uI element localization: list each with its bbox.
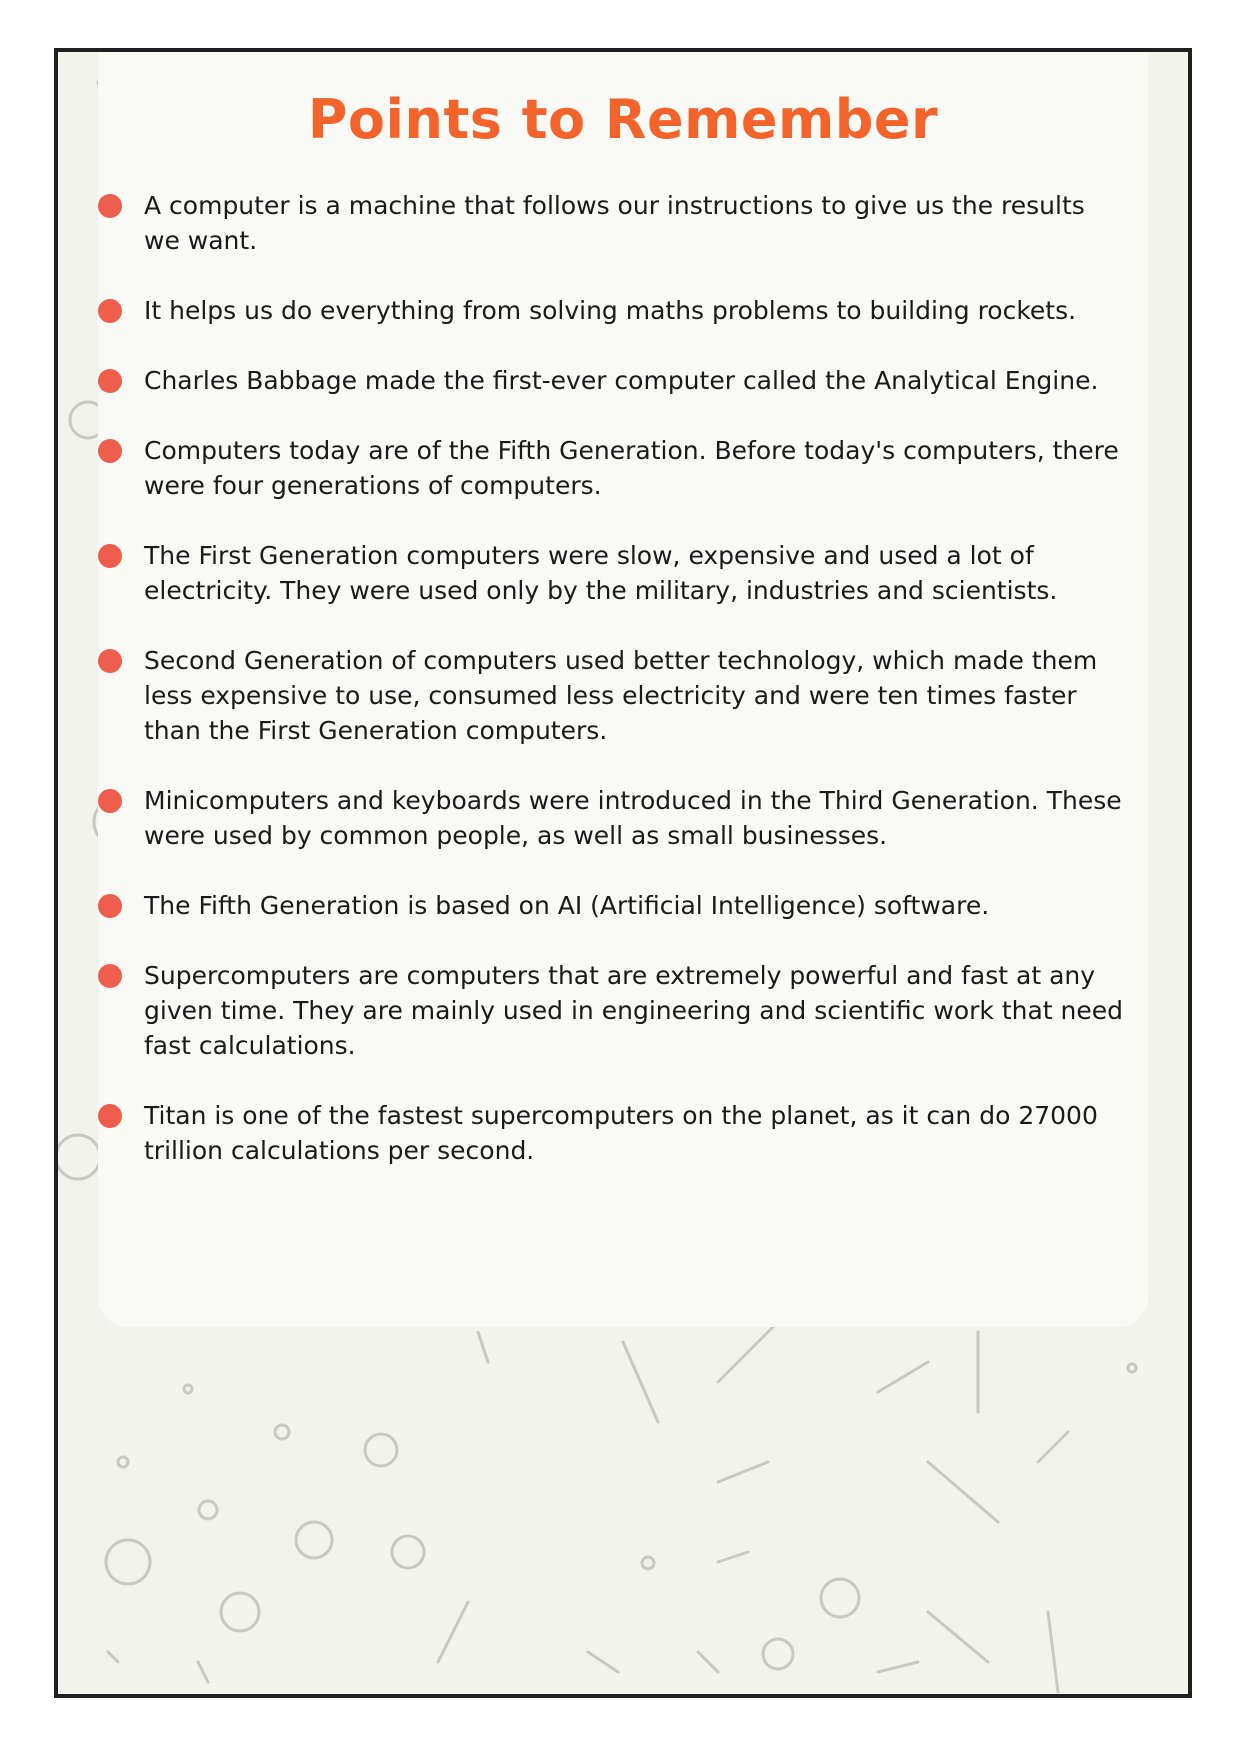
bullet-icon xyxy=(98,894,122,918)
bullet-icon xyxy=(98,299,122,323)
bullet-icon xyxy=(98,369,122,393)
point-text: Minicomputers and keyboards were introduced in the Third Generation. These were used by common people, as well as small businesses. xyxy=(144,786,1122,850)
list-item xyxy=(98,188,1128,258)
point-text: The First Generation computers were slow, expensive and used a lot of electricity. They were used only by the military, industries and scientists. xyxy=(144,541,1058,605)
point-text: Supercomputers are computers that are extremely powerful and fast at any given time. They are mainly used in engineering and scientific work that need fast calculations. xyxy=(144,961,1124,1060)
points-list xyxy=(98,188,1128,1203)
list-item xyxy=(98,433,1128,503)
page-title: Points to Remember xyxy=(307,88,939,151)
point-text: A computer is a machine that follows our instructions to give us the results we want. xyxy=(144,191,1085,255)
bullet-icon xyxy=(98,194,122,218)
list-item xyxy=(98,538,1128,608)
list-item xyxy=(98,783,1128,853)
list-item xyxy=(98,1098,1128,1168)
point-text: It helps us do everything from solving maths problems to building rockets. xyxy=(144,296,1077,325)
list-item xyxy=(98,643,1128,748)
bullet-icon xyxy=(98,544,122,568)
point-text: Second Generation of computers used better technology, which made them less expensive to use, consumed less electricity and were ten times faster than the First Generation computers. xyxy=(144,646,1098,745)
list-item xyxy=(98,363,1128,398)
bullet-icon xyxy=(98,1104,122,1128)
point-text: Titan is one of the fastest supercomputers on the planet, as it can do 27000 trillion calculations per second. xyxy=(144,1101,1098,1165)
bullet-icon xyxy=(98,439,122,463)
bullet-icon xyxy=(98,964,122,988)
list-item xyxy=(98,958,1128,1063)
bullet-icon xyxy=(98,649,122,673)
list-item xyxy=(98,293,1128,328)
point-text: Computers today are of the Fifth Generation. Before today's computers, there were four generations of computers. xyxy=(144,436,1119,500)
bullet-icon xyxy=(98,789,122,813)
point-text: The Fifth Generation is based on AI (Artificial Intelligence) software. xyxy=(144,891,990,920)
point-text: Charles Babbage made the first-ever computer called the Analytical Engine. xyxy=(144,366,1099,395)
list-item xyxy=(98,888,1128,923)
page-frame xyxy=(54,48,1192,1698)
